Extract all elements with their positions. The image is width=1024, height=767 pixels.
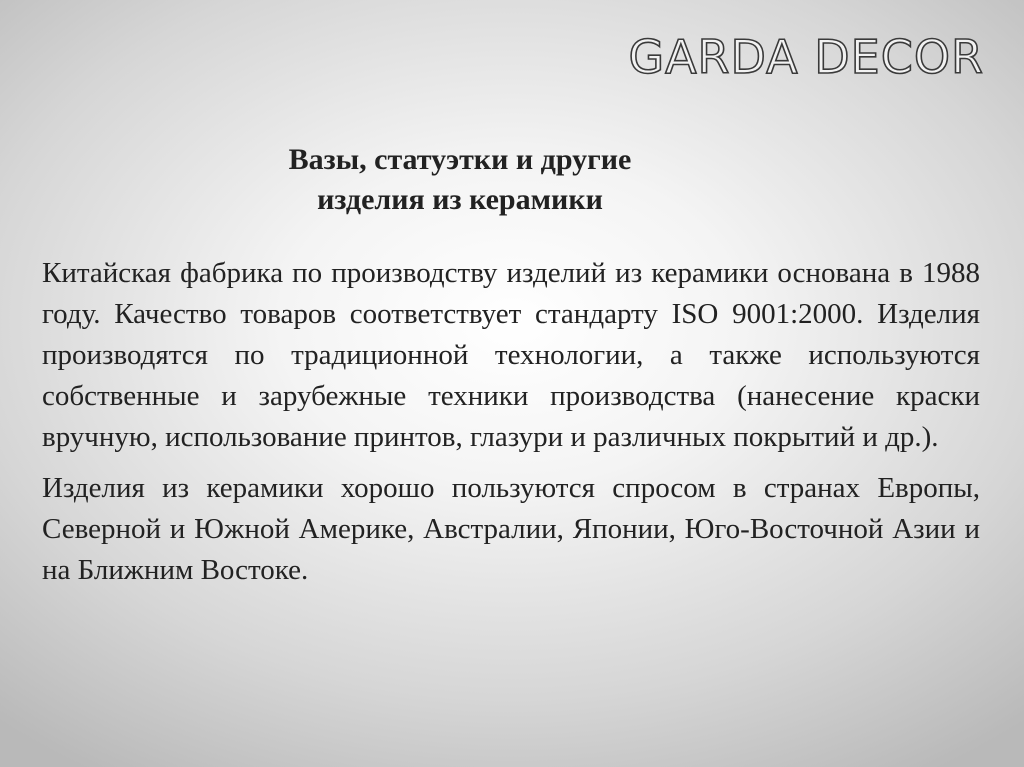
brand-logo: GARDA DECOR <box>628 30 984 84</box>
slide-title-line-1: Вазы, статуэтки и другие <box>288 143 632 176</box>
slide-title <box>0 140 920 220</box>
paragraph-company-description: Китайская фабрика по производству изделий из керамики основана в 1988 году. Качество товаров соответствует стандарту ISO 9001:2000. Изделия производятся по традиционной технологии, а также используются собственные и зарубежные техники производства (нанесение краски вручную, использование принтов, глазури и различных покрытий и др.). <box>42 257 980 453</box>
slide-body <box>42 253 980 601</box>
slide-title-line-2: изделия из керамики <box>317 183 603 216</box>
paragraph-market-demand: Изделия из керамики хорошо пользуются спросом в странах Европы, Северной и Южной Америке, Австралии, Японии, Юго-Восточной Азии и на Ближним Востоке. <box>42 472 980 586</box>
